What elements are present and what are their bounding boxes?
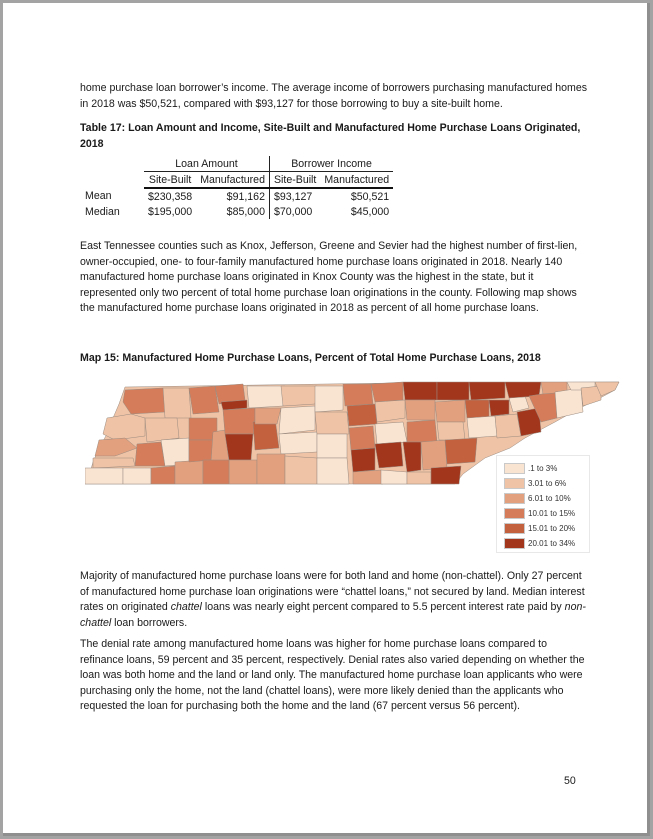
row-label: Mean [85,190,112,202]
table-caption-line2: 2018 [80,137,104,150]
table-cell: $45,000 [350,205,390,218]
legend-label: .1 to 3% [528,464,558,473]
map-caption: Map 15: Manufactured Home Purchase Loans, Percent of Total Home Purchase Loans, 2018 [80,352,541,364]
table-cell: $93,127 [269,188,320,204]
legend-label: 10.01 to 15% [528,509,576,518]
text-run: loan borrowers. [111,616,188,629]
legend-swatch [504,463,525,474]
table-caption-line1: Table 17: Loan Amount and Income, Site-Built and Manufactured Home Purchase Loans Originated, [80,122,581,134]
column-header: Site-Built [144,172,196,189]
paragraph-chattel [80,569,590,631]
table-cell: $50,521 [350,190,390,203]
document-page [3,3,650,836]
table-column-header-row [85,172,393,189]
legend-label: 6.01 to 10% [528,494,571,503]
text-run: Majority of manufactured home purchase loans were for both land and home (non-chattel). Only 27 percent of manufactured home purchase loan originations were “chattel loans,” not secured by land. Median interest rates on originated [80,570,585,614]
group-header-loan-amount: Loan Amount [144,156,269,172]
group-header-borrower-income: Borrower Income [269,156,393,172]
emphasis-non-chattel: non-chattel [80,601,586,629]
table-row [85,188,393,204]
table-cell: $85,000 [226,205,265,218]
table-cell: $91,162 [226,190,265,203]
table-cell: $70,000 [269,204,320,219]
legend-swatch [504,508,525,519]
legend-swatch [504,478,525,489]
paragraph-denial-rate: The denial rate among manufactured home loans was higher for home purchase loans compared to refinance loans, 59 percent and 35 percent, respectively. Denial rates also varied depending on whether the loan was both home and the land or land only. The manufactured home purchase loan applicants who were purchasing only the home, not the land (chattel loans), were more likely denied than the applicants who requested the loan for purchasing both the home and the land (67 percent versus 56 percent). [80,638,585,713]
paragraph-east-tennessee: East Tennessee counties such as Knox, Jefferson, Greene and Sevier had the highest number of first-lien, owner-occupied, one- to four-family manufactured home purchase loans originated in 2018. Nearly 140 manufactured home purchase loans originated in Knox County was the highest in the state, but it represented only two percent of total home purchase loan originations in the county. Following map shows the manufactured home purchase loans originated in 2018 as percent of all home purchase loans. [80,240,578,315]
table-row [85,204,393,219]
legend-swatch [504,493,525,504]
row-label: Median [85,205,120,218]
legend-label: 20.01 to 34% [528,539,576,548]
legend-item [504,538,575,549]
empty-cell [85,172,144,189]
map-legend [496,455,590,553]
page-number: 50 [564,775,576,787]
legend-item [504,478,566,489]
text-run: loans was nearly eight percent compared to 5.5 percent interest rate paid by [201,601,565,614]
column-header: Site-Built [269,172,320,189]
table-cell: $230,358 [148,190,193,203]
legend-item [504,508,575,519]
legend-item [504,463,557,474]
legend-item [504,523,575,534]
emphasis-chattel: chattel [170,601,202,614]
legend-label: 3.01 to 6% [528,479,567,488]
empty-cell [85,156,144,172]
paragraph-income: home purchase loan borrower’s income. The average income of borrowers purchasing manufactured homes in 2018 was $50,521, compared with $93,127 for those borrowing to buy a site-built home. [80,82,588,110]
column-header: Manufactured [320,172,393,189]
table-group-header-row [85,156,393,172]
legend-item [504,493,571,504]
column-header: Manufactured [196,172,269,189]
legend-swatch [504,523,525,534]
legend-label: 15.01 to 20% [528,524,576,533]
table-caption [80,121,590,152]
table-cell: $195,000 [148,205,193,218]
loan-income-table [85,156,393,219]
legend-swatch [504,538,525,549]
